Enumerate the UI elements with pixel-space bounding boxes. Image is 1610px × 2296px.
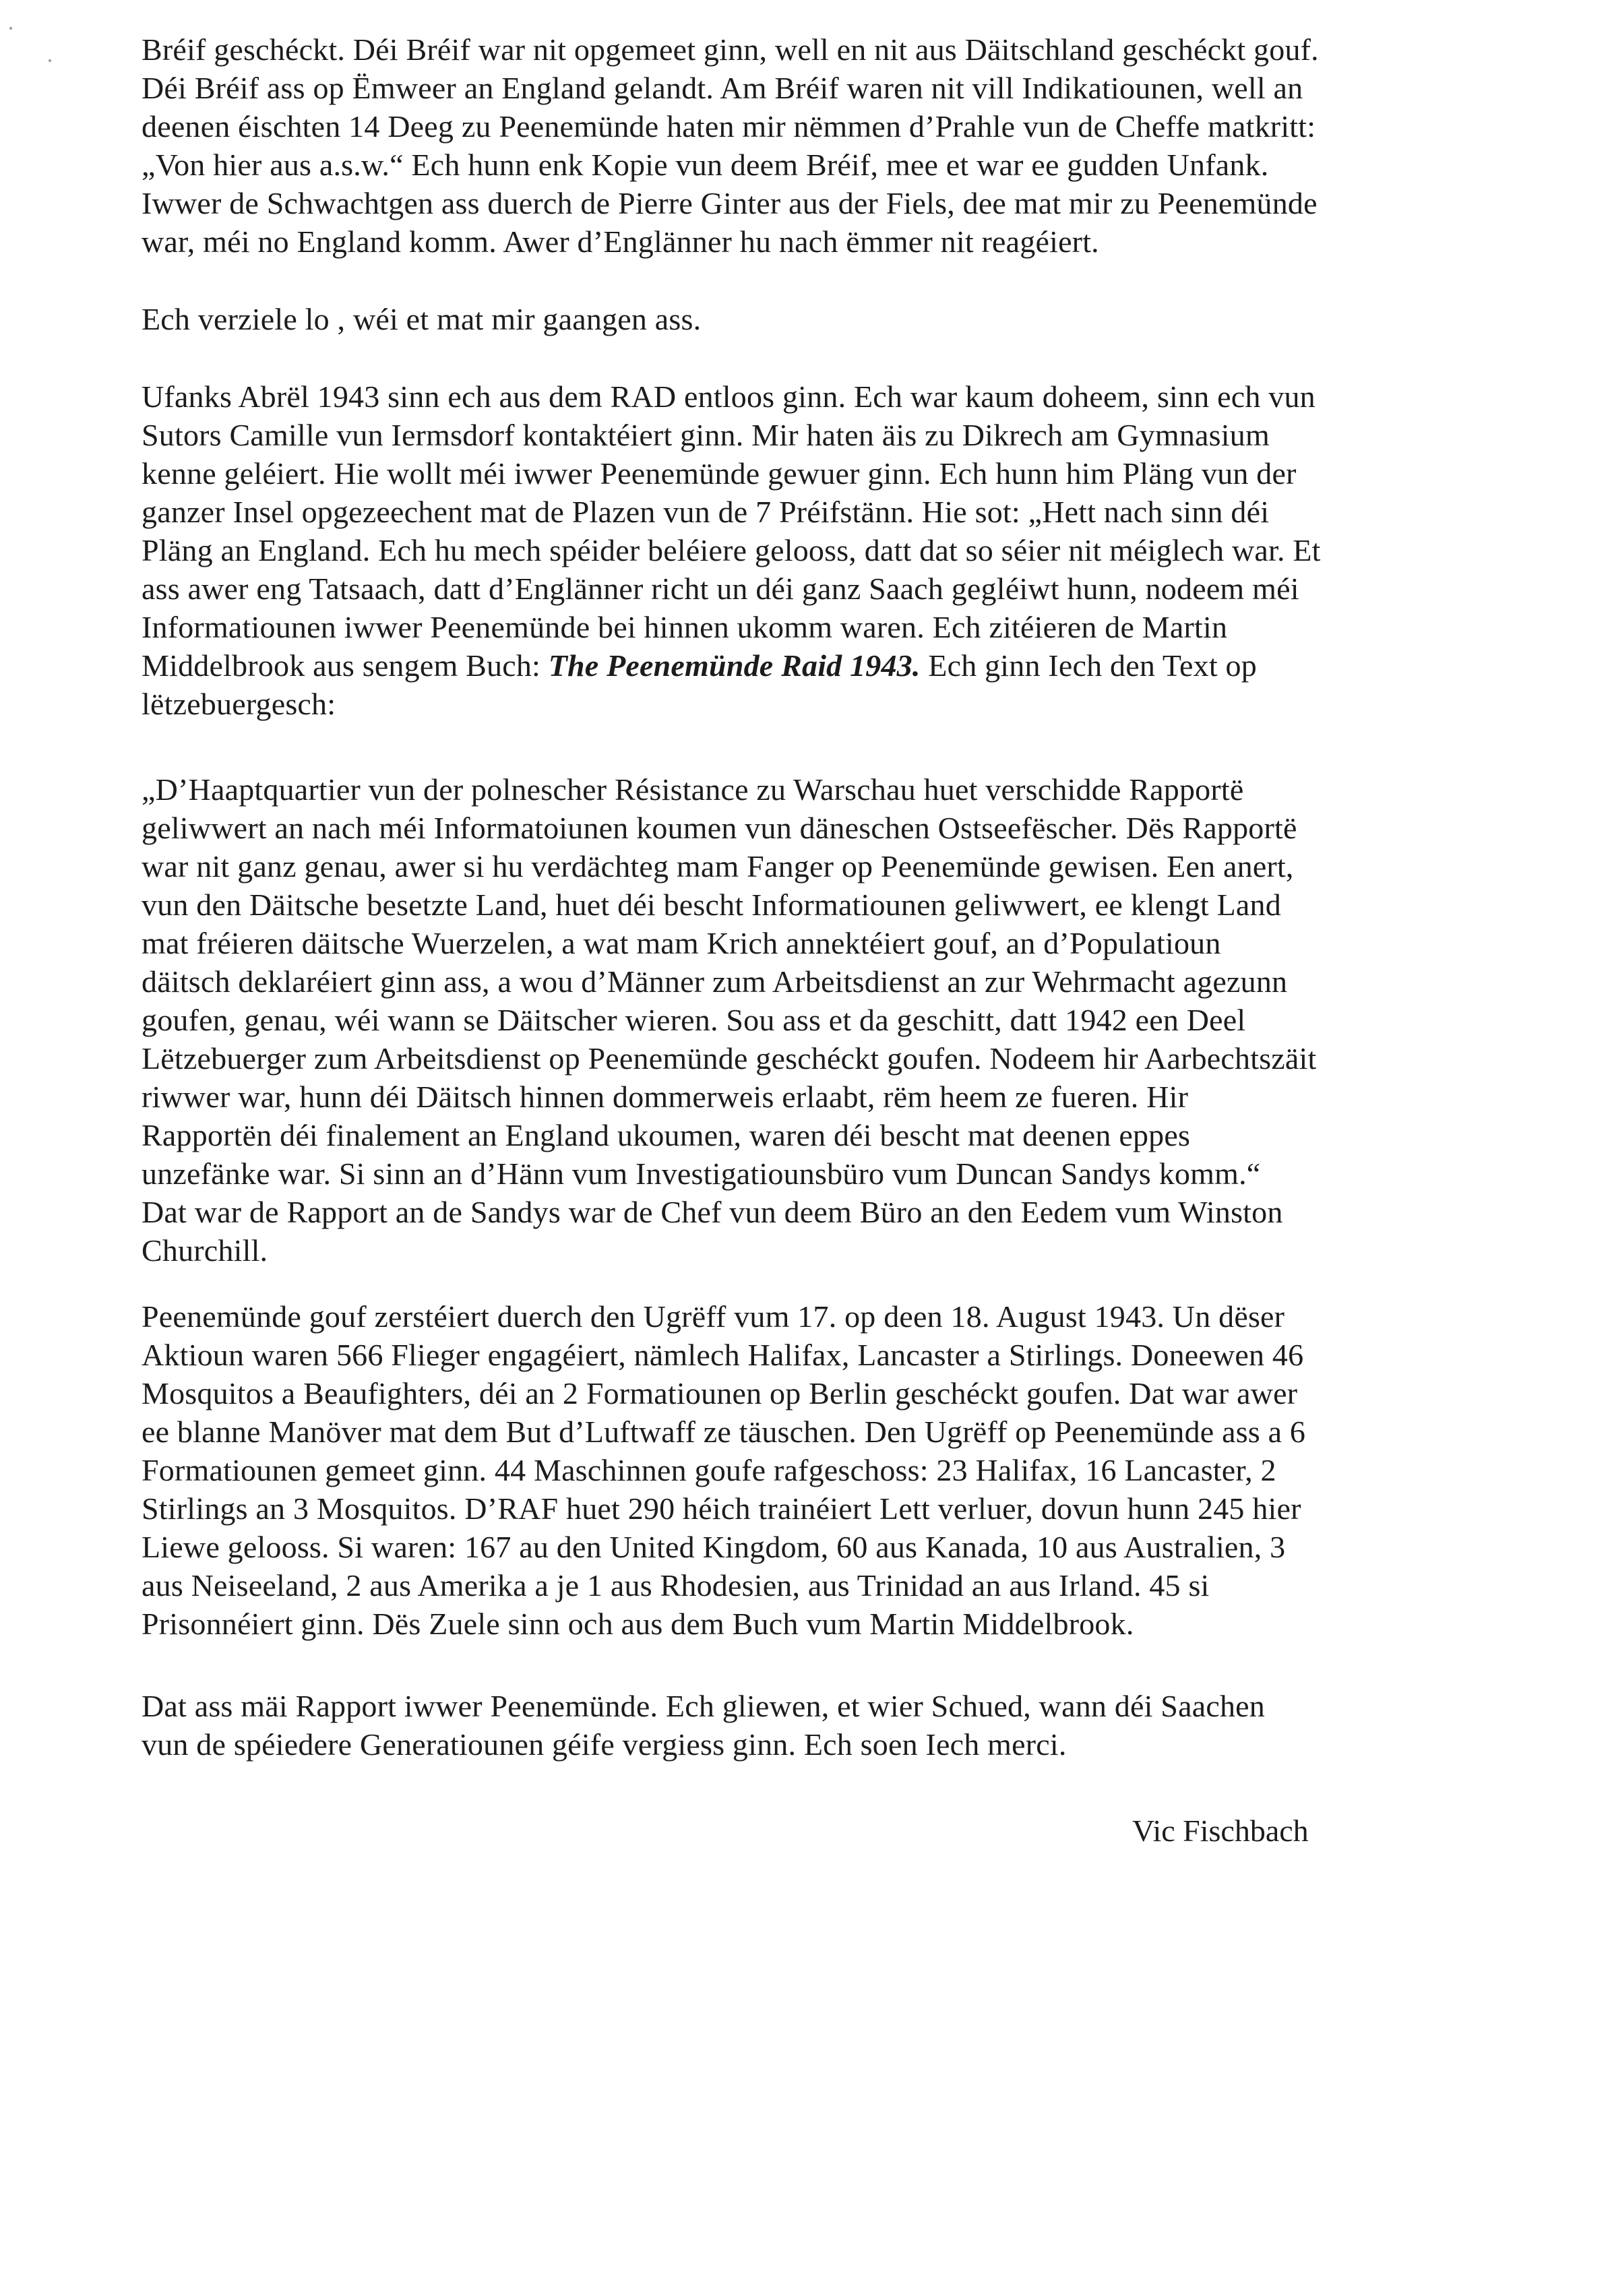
text-line-with-book-title <box>142 646 1429 685</box>
paragraph-raid <box>142 1297 1429 1643</box>
text-line: Aktioun waren 566 Flieger engagéiert, nämlech Halifax, Lancaster a Stirlings. Doneewen 46 <box>142 1338 1304 1372</box>
text-line: Liewe gelooss. Si waren: 167 au den United Kingdom, 60 aus Kanada, 10 aus Australien, 3 <box>142 1530 1286 1564</box>
text-line: Stirlings an 3 Mosquitos. D’RAF huet 290 héich trainéiert Lett verluer, dovun hunn 245 hier <box>142 1491 1301 1526</box>
text-line: Ufanks Abrël 1943 sinn ech aus dem RAD entloos ginn. Ech war kaum doheem, sinn ech vun <box>142 379 1315 414</box>
text-line: Formatiounen gemeet ginn. 44 Maschinnen goufe rafgeschoss: 23 Halifax, 16 Lancaster, 2 <box>142 1453 1276 1487</box>
text-line: geliwwert an nach méi Informatoiunen koumen vun däneschen Ostseefëscher. Dës Rapportë <box>142 811 1297 845</box>
text-line: aus Neiseeland, 2 aus Amerika a je 1 aus Rhodesien, aus Trinidad an aus Irland. 45 si <box>142 1568 1210 1603</box>
text-line: Déi Bréif ass op Ëmweer an England gelandt. Am Bréif waren nit vill Indikatiounen, well an <box>142 71 1303 105</box>
text-line: Dat ass mäi Rapport iwwer Peenemünde. Ech gliewen, et wier Schued, wann déi Saachen <box>142 1689 1265 1723</box>
text-line: Dat war de Rapport an de Sandys war de Chef vun deem Büro an den Eedem vum Winston <box>142 1195 1283 1229</box>
text-line: Churchill. <box>142 1233 268 1268</box>
text-line: Peenemünde gouf zerstéiert duerch den Ugrëff vum 17. op deen 18. August 1943. Un dëser <box>142 1299 1285 1334</box>
text-line: lëtzebuergesch: <box>142 687 336 721</box>
text-line: Lëtzebuerger zum Arbeitsdienst op Peenemünde geschéckt goufen. Nodeem hir Aarbechtszäit <box>142 1041 1317 1076</box>
text-line: vun den Däitsche besetzte Land, huet déi bescht Informatiounen geliwwert, ee klengt Land <box>142 888 1281 922</box>
paragraph-quote <box>142 770 1429 1270</box>
text-line: ass awer eng Tatsaach, datt d’Englänner richt un déi ganz Saach gegléiwt hunn, nodeem méi <box>142 571 1299 606</box>
paragraph-closing <box>142 1687 1429 1764</box>
text-line: war nit ganz genau, awer si hu verdächteg mam Fanger op Peenemünde gewisen. Een anert, <box>142 849 1294 883</box>
paragraph-intro-letter <box>142 30 1429 261</box>
text-line: mat fréieren däitsche Wuerzelen, a wat mam Krich annektéiert gouf, an d’Populatioun <box>142 926 1221 960</box>
text-line: vun de spéiedere Generatiounen géife vergiess ginn. Ech soen Iech merci. <box>142 1727 1067 1762</box>
text-line: war, méi no England komm. Awer d’Englänner hu nach ëmmer nit reagéiert. <box>142 224 1099 259</box>
text-line: Bréif geschéckt. Déi Bréif war nit opgemeet ginn, well en nit aus Däitschland geschéckt gouf. <box>142 32 1319 67</box>
text-line: riwwer war, hunn déi Däitsch hinnen dommerweis erlaabt, rëm heem ze fueren. Hir <box>142 1080 1189 1114</box>
text-segment: Middelbrook aus sengem Buch: <box>142 648 549 683</box>
text-line: ganzer Insel opgezeechent mat de Plazen vun de 7 Préifstänn. Hie sot: „Hett nach sinn déi <box>142 495 1270 529</box>
text-line: deenen éischten 14 Deeg zu Peenemünde haten mir nëmmen d’Prahle vun de Cheffe matkritt: <box>142 109 1316 144</box>
text-line: ee blanne Manöver mat dem But d’Luftwaff ze täuschen. Den Ugrëff op Peenemünde ass a 6 <box>142 1415 1306 1449</box>
text-line: däitsch deklaréiert ginn ass, a wou d’Männer zum Arbeitsdienst an zur Wehrmacht agezunn <box>142 964 1288 999</box>
text-line: „Von hier aus a.s.w.“ Ech hunn enk Kopie vun deem Bréif, mee et war ee gudden Unfank. <box>142 148 1269 182</box>
text-line: Rapportën déi finalement an England ukoumen, waren déi bescht mat deenen eppes <box>142 1118 1191 1152</box>
text-line: Informatiounen iwwer Peenemünde bei hinnen ukomm waren. Ech zitéieren de Martin <box>142 610 1228 644</box>
scan-speck <box>49 59 51 62</box>
author-signature: Vic Fischbach <box>1132 1813 1309 1848</box>
paragraph-narrative-intro <box>142 300 1429 338</box>
scan-speck <box>9 27 12 30</box>
text-line: Mosquitos a Beaufighters, déi an 2 Formatiounen op Berlin geschéckt goufen. Dat war awer <box>142 1376 1298 1410</box>
text-line: „D’Haaptquartier vun der polnescher Résistance zu Warschau huet verschidde Rapportë <box>142 772 1244 807</box>
text-line: goufen, genau, wéi wann se Däitscher wieren. Sou ass et da geschitt, datt 1942 een Deel <box>142 1003 1246 1037</box>
text-line: Iwwer de Schwachtgen ass duerch de Pierre Ginter aus der Fiels, dee mat mir zu Peenemünde <box>142 186 1318 220</box>
text-line: Prisonnéiert ginn. Dës Zuele sinn och aus dem Buch vum Martin Middelbrook. <box>142 1607 1134 1641</box>
book-title: The Peenemünde Raid 1943. <box>548 648 921 683</box>
text-line: unzefänke war. Si sinn an d’Hänn vum Investigatiounsbüro vum Duncan Sandys komm.“ <box>142 1156 1261 1191</box>
text-line: kenne geléiert. Hie wollt méi iwwer Peenemünde gewuer ginn. Ech hunn him Pläng vun der <box>142 456 1297 491</box>
text-line: Pläng an England. Ech hu mech spéider beléiere gelooss, datt dat so séier nit méiglech war. Et <box>142 533 1321 567</box>
text-segment: Ech ginn Iech den Text op <box>920 648 1257 683</box>
paragraph-april-1943 <box>142 377 1429 723</box>
text-line: Ech verziele lo , wéi et mat mir gaangen ass. <box>142 302 702 336</box>
text-line: Sutors Camille vun Iermsdorf kontaktéiert ginn. Mir haten äis zu Dikrech am Gymnasium <box>142 418 1270 452</box>
